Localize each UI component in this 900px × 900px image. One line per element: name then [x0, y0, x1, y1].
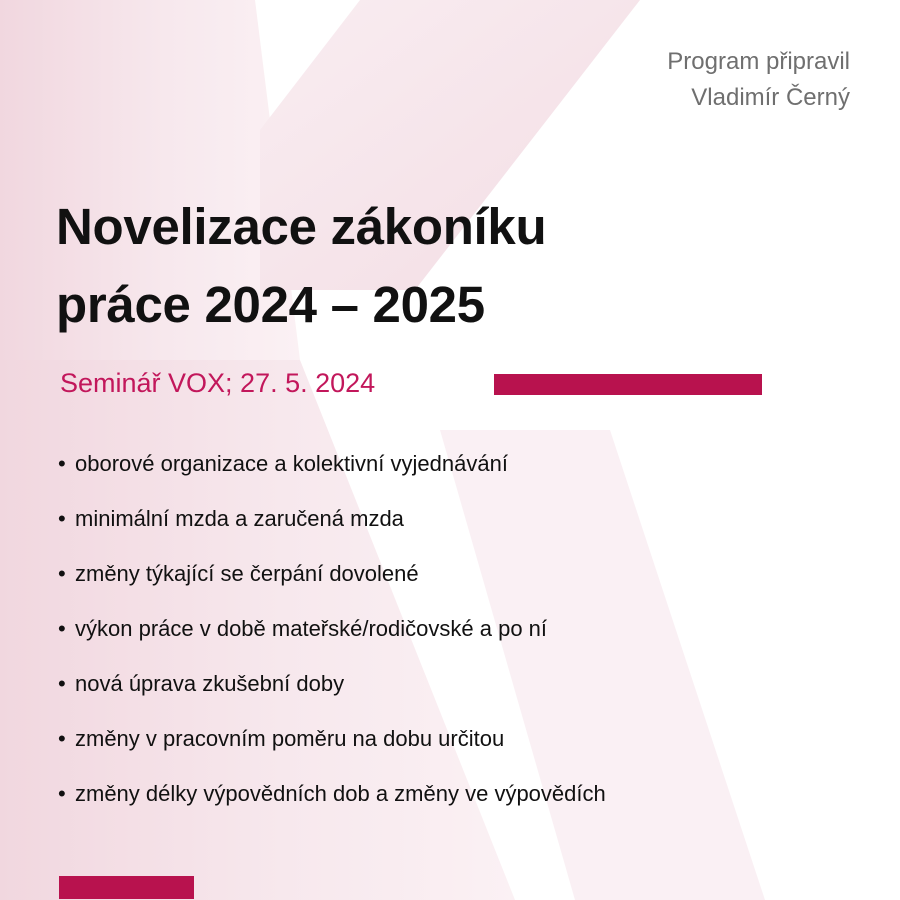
author-block [667, 44, 850, 116]
list-item [58, 721, 606, 776]
subtitle-accent-bar [494, 374, 762, 395]
list-item-text: nová úprava zkušební doby [75, 671, 345, 696]
author-name: Vladimír Černý [691, 84, 850, 111]
list-item-text: minimální mzda a zaručená mzda [75, 506, 404, 531]
title-line-2: práce 2024 – 2025 [56, 276, 485, 333]
bullet-icon: • [58, 671, 66, 696]
page-title [56, 188, 546, 344]
list-item-text: změny v pracovním poměru na dobu určitou [75, 726, 505, 751]
list-item [58, 776, 606, 831]
bullet-icon: • [58, 781, 66, 806]
bullet-icon: • [58, 616, 66, 641]
list-item [58, 446, 606, 501]
list-item [58, 611, 606, 666]
bullet-icon: • [58, 561, 66, 586]
list-item [58, 501, 606, 556]
bullet-icon: • [58, 451, 66, 476]
topic-list [58, 446, 606, 831]
list-item-text: změny délky výpovědních dob a změny ve výpovědích [75, 781, 606, 806]
seminar-subtitle: Seminář VOX; 27. 5. 2024 [60, 368, 376, 398]
title-line-1: Novelizace zákoníku [56, 198, 547, 255]
bullet-icon: • [58, 726, 66, 751]
list-item [58, 556, 606, 611]
bullet-icon: • [58, 506, 66, 531]
list-item-text: změny týkající se čerpání dovolené [75, 561, 419, 586]
list-item [58, 666, 606, 721]
footer-accent-bar [59, 876, 194, 899]
list-item-text: výkon práce v době mateřské/rodičovské a po ní [75, 616, 548, 641]
list-item-text: oborové organizace a kolektivní vyjednávání [75, 451, 508, 476]
author-line-1: Program připravil [667, 48, 850, 75]
